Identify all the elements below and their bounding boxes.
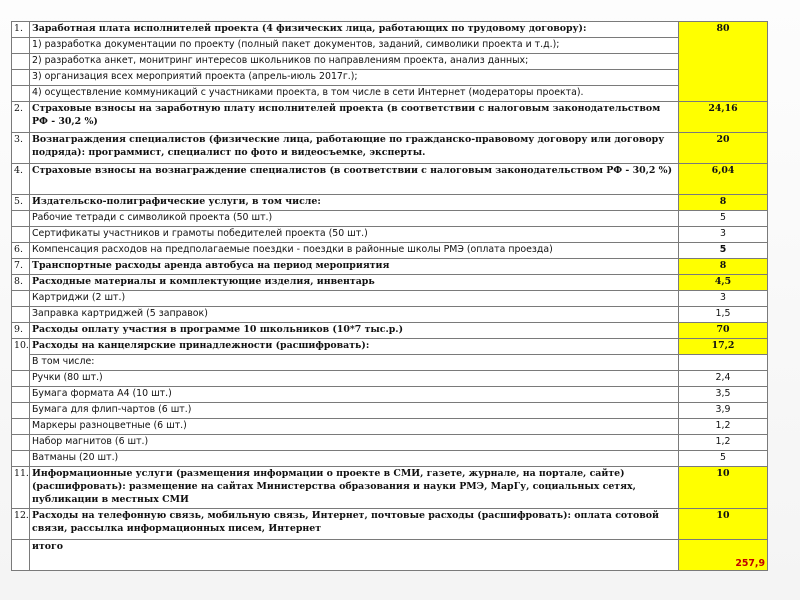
table-row (12, 211, 768, 227)
table-row (12, 291, 768, 307)
table-row (12, 86, 768, 102)
table-row (12, 339, 768, 355)
total-label: итого (30, 540, 679, 571)
row-number (12, 435, 30, 451)
row-number (12, 211, 30, 227)
row-description: Сертификаты участников и грамоты победителей проекта (50 шт.) (30, 227, 679, 243)
row-number: 10. (12, 339, 30, 371)
row-number: 1. (12, 22, 30, 38)
row-number (12, 419, 30, 435)
row-number (12, 54, 30, 70)
row-number (12, 227, 30, 243)
row-description: Компенсация расходов на предполагаемые поездки - поездки в районные школы РМЭ (оплата проезда) (30, 243, 679, 259)
row-number (12, 38, 30, 54)
row-description: Расходы оплату участия в программе 10 школьников (10*7 тыс.р.) (30, 323, 679, 339)
row-value: 17,2 (679, 339, 768, 355)
row-value: 1,2 (679, 435, 768, 451)
row-number: 8. (12, 275, 30, 291)
table-row (12, 419, 768, 435)
row-description: 1) разработка документации по проекту (полный пакет документов, заданий, символики проекта и т.д.); (30, 38, 679, 54)
row-number: 2. (12, 102, 30, 133)
row-value: 6,04 (679, 164, 768, 195)
table-row (12, 38, 768, 54)
row-value: 1,2 (679, 419, 768, 435)
table-row (12, 371, 768, 387)
row-number: 12. (12, 509, 30, 540)
row-description: 3) организация всех мероприятий проекта (апрель-июль 2017г.); (30, 70, 679, 86)
total-row (12, 540, 768, 571)
row-number (12, 70, 30, 86)
row-description: Издательско-полиграфические услуги, в том числе: (30, 195, 679, 211)
row-number (12, 403, 30, 419)
row-description: Страховые взносы на заработную плату исполнителей проекта (в соответствии с налоговым законодательством РФ - 30,2 %) (30, 102, 679, 133)
row-description: Заправка картриджей (5 заправок) (30, 307, 679, 323)
row-description: Бумага для флип-чартов (6 шт.) (30, 403, 679, 419)
row-number: 11. (12, 467, 30, 509)
table-row (12, 259, 768, 275)
row-value (679, 355, 768, 371)
row-description: В том числе: (30, 355, 679, 371)
table-row (12, 355, 768, 371)
row-description: Расходные материалы и комплектующие изделия, инвентарь (30, 275, 679, 291)
table-row (12, 509, 768, 540)
table-row (12, 164, 768, 195)
row-number (12, 540, 30, 571)
table-row (12, 243, 768, 259)
table-row (12, 275, 768, 291)
row-description: Ватманы (20 шт.) (30, 451, 679, 467)
row-value: 10 (679, 467, 768, 509)
table-row (12, 467, 768, 509)
row-number: 4. (12, 164, 30, 195)
row-value: 24,16 (679, 102, 768, 133)
row-number (12, 451, 30, 467)
row-description: 2) разработка анкет, монитринг интересов школьников по направлениям проекта, анализ данных; (30, 54, 679, 70)
table-row (12, 195, 768, 211)
row-description: Заработная плата исполнителей проекта (4 физических лица, работающих по трудовому договору): (30, 22, 679, 38)
table-row (12, 133, 768, 164)
row-number: 7. (12, 259, 30, 275)
row-description: Картриджи (2 шт.) (30, 291, 679, 307)
table-row (12, 70, 768, 86)
row-description: Бумага формата А4 (10 шт.) (30, 387, 679, 403)
row-value: 70 (679, 323, 768, 339)
row-description: Ручки (80 шт.) (30, 371, 679, 387)
row-number (12, 291, 30, 307)
table-row (12, 323, 768, 339)
table-row (12, 227, 768, 243)
table-row (12, 451, 768, 467)
row-number: 9. (12, 323, 30, 339)
row-number (12, 307, 30, 323)
row-description: Маркеры разноцветные (6 шт.) (30, 419, 679, 435)
row-value: 8 (679, 259, 768, 275)
row-number (12, 86, 30, 102)
table-row (12, 435, 768, 451)
row-number: 6. (12, 243, 30, 259)
row-value: 5 (679, 243, 768, 259)
row-description: Страховые взносы на вознаграждение специалистов (в соответствии с налоговым законодательством РФ - 30,2 %) (30, 164, 679, 195)
row-value: 3,9 (679, 403, 768, 419)
row-description: Расходы на телефонную связь, мобильную связь, Интернет, почтовые расходы (расшифровать): оплата сотовой связи, рассылка информационных писем, Интернет (30, 509, 679, 540)
row-description: Расходы на канцелярские принадлежности (расшифровать): (30, 339, 679, 355)
row-value: 2,4 (679, 371, 768, 387)
row-value: 3 (679, 291, 768, 307)
row-value: 4,5 (679, 275, 768, 291)
row-description: Вознаграждения специалистов (физические лица, работающие по гражданско-правовому договору или договору подряда): программист, специалист по фото и видеосъемке, эксперты. (30, 133, 679, 164)
row-number: 5. (12, 195, 30, 211)
row-value: 10 (679, 509, 768, 540)
table-row (12, 22, 768, 38)
row-value: 8 (679, 195, 768, 211)
row-value: 3,5 (679, 387, 768, 403)
table-row (12, 102, 768, 133)
table-row (12, 403, 768, 419)
row-value: 5 (679, 211, 768, 227)
row-value: 20 (679, 133, 768, 164)
row-number: 3. (12, 133, 30, 164)
row-description: Набор магнитов (6 шт.) (30, 435, 679, 451)
row-value: 5 (679, 451, 768, 467)
table-row (12, 387, 768, 403)
total-value: 257,9 (679, 540, 768, 571)
row-value: 1,5 (679, 307, 768, 323)
row-value: 3 (679, 227, 768, 243)
row-description: Информационные услуги (размещения информации о проекте в СМИ, газете, журнале, на портале, сайте) (расшифровать): размещение на сайтах Министерства образования и науки РМЭ, МарГу, социальных сетях, публикации в местных СМИ (30, 467, 679, 509)
row-value: 80 (679, 22, 768, 102)
row-number (12, 371, 30, 387)
row-description: 4) осуществление коммуникаций с участниками проекта, в том числе в сети Интернет (модераторы проекта). (30, 86, 679, 102)
table-row (12, 307, 768, 323)
row-number (12, 387, 30, 403)
table-row (12, 54, 768, 70)
row-description: Транспортные расходы аренда автобуса на период мероприятия (30, 259, 679, 275)
budget-table (11, 21, 768, 571)
row-description: Рабочие тетради с символикой проекта (50 шт.) (30, 211, 679, 227)
